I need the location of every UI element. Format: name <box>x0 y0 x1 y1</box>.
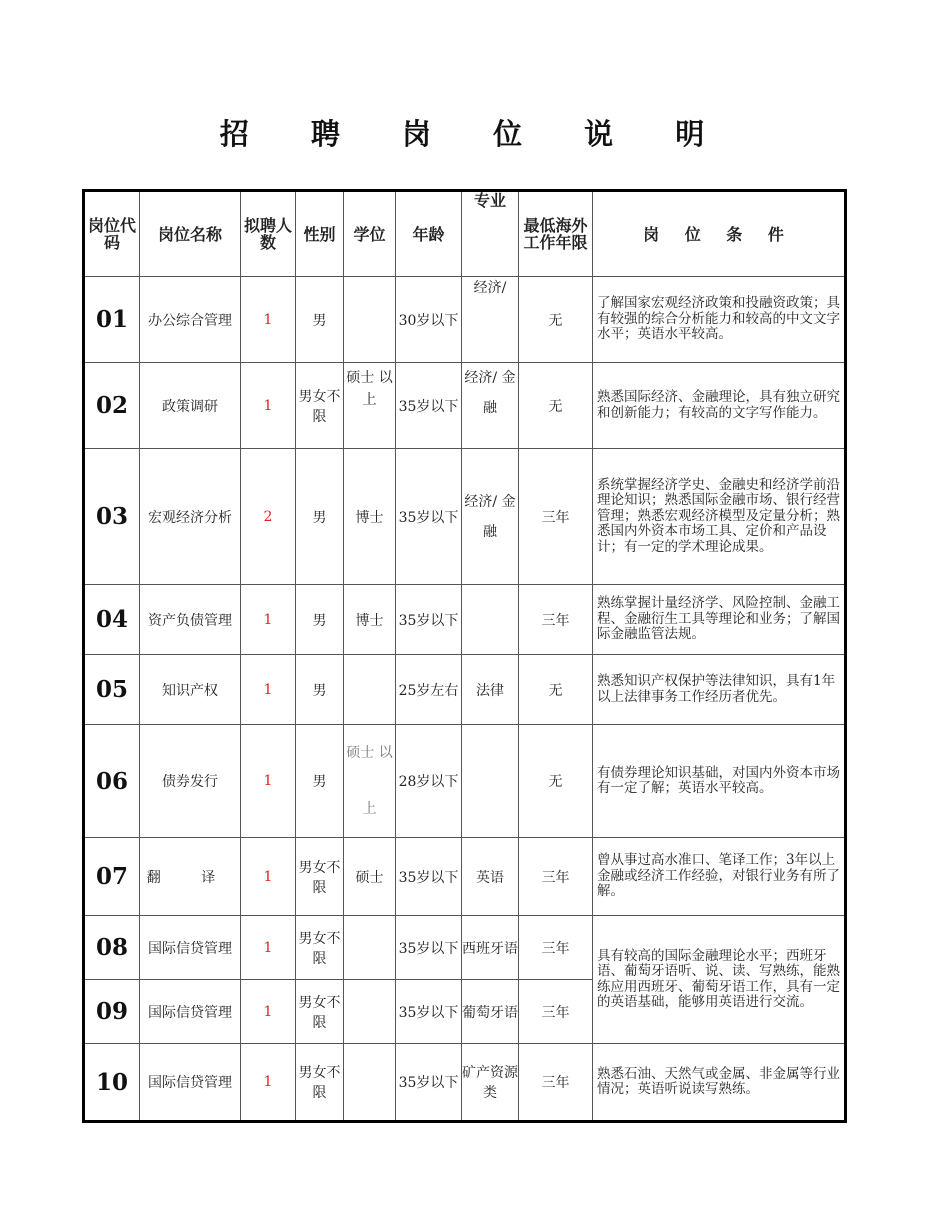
row-requirements: 曾从事过高水准口、笔译工作；3年以上金融或经济工作经验，对银行业务有所了解。 <box>593 838 846 916</box>
row-requirements: 系统掌握经济学史、金融史和经济学前沿理论知识；熟悉国际金融市场、银行经营管理；熟悉宏观经济模型及定量分析；熟悉国内外资本市场工具、定价和产品设计；有一定的学术理论成果。 <box>593 449 846 585</box>
row-degree: 博士 <box>344 585 396 655</box>
row-age: 35岁以下 <box>396 585 462 655</box>
row-gender: 男 <box>296 585 344 655</box>
row-name: 国际信贷管理 <box>140 916 241 980</box>
header-gender: 性别 <box>296 191 344 277</box>
row-name: 办公综合管理 <box>140 277 241 363</box>
row-age: 25岁左右 <box>396 655 462 725</box>
row-age: 35岁以下 <box>396 916 462 980</box>
row-gender: 男 <box>296 655 344 725</box>
row-code: 08 <box>84 916 140 980</box>
row-requirements: 熟悉知识产权保护等法律知识，具有1年以上法律事务工作经历者优先。 <box>593 655 846 725</box>
row-name: 政策调研 <box>140 363 241 449</box>
row-count: 1 <box>241 980 296 1044</box>
row-count: 2 <box>241 449 296 585</box>
row-requirements: 熟练掌握计量经济学、风险控制、金融工程、金融衍生工具等理论和业务；了解国际金融监管法规。 <box>593 585 846 655</box>
table-row <box>84 363 846 449</box>
row-major: 西班牙语 <box>462 916 519 980</box>
row-code: 03 <box>84 449 140 585</box>
row-age: 35岁以下 <box>396 1044 462 1122</box>
row-overseas: 三年 <box>519 838 593 916</box>
header-row <box>84 191 846 277</box>
row-degree <box>344 916 396 980</box>
row-name: 国际信贷管理 <box>140 980 241 1044</box>
row-count: 1 <box>241 725 296 838</box>
row-code: 06 <box>84 725 140 838</box>
row-count: 1 <box>241 277 296 363</box>
row-overseas: 三年 <box>519 980 593 1044</box>
row-age: 35岁以下 <box>396 449 462 585</box>
row-gender: 男女不限 <box>296 1044 344 1122</box>
row-gender: 男女不限 <box>296 916 344 980</box>
row-requirements: 熟悉国际经济、金融理论，具有独立研究和创新能力；有较高的文字写作能力。 <box>593 363 846 449</box>
row-overseas: 三年 <box>519 916 593 980</box>
row-gender: 男 <box>296 725 344 838</box>
table-row <box>84 838 846 916</box>
row-major: 经济/ 金融 <box>462 363 519 449</box>
row-degree: 硕士 以上 <box>344 725 396 838</box>
row-name: 宏观经济分析 <box>140 449 241 585</box>
row-name: 资产负债管理 <box>140 585 241 655</box>
header-overseas: 最低海外工作年限 <box>519 191 593 277</box>
row-overseas: 无 <box>519 363 593 449</box>
row-gender: 男 <box>296 449 344 585</box>
row-name: 国际信贷管理 <box>140 1044 241 1122</box>
row-requirements: 熟悉石油、天然气或金属、非金属等行业情况；英语听说读写熟练。 <box>593 1044 846 1122</box>
row-gender: 男女不限 <box>296 363 344 449</box>
header-requirements: 岗 位 条 件 <box>593 191 846 277</box>
row-degree <box>344 655 396 725</box>
row-gender: 男女不限 <box>296 980 344 1044</box>
header-degree: 学位 <box>344 191 396 277</box>
row-code: 02 <box>84 363 140 449</box>
row-code: 10 <box>84 1044 140 1122</box>
table-row <box>84 916 846 980</box>
row-count: 1 <box>241 1044 296 1122</box>
row-count: 1 <box>241 655 296 725</box>
table-row <box>84 277 846 363</box>
row-degree: 博士 <box>344 449 396 585</box>
row-name: 债券发行 <box>140 725 241 838</box>
row-count: 1 <box>241 585 296 655</box>
row-age: 35岁以下 <box>396 838 462 916</box>
row-code: 01 <box>84 277 140 363</box>
table-row <box>84 725 846 838</box>
row-code: 09 <box>84 980 140 1044</box>
row-overseas: 三年 <box>519 1044 593 1122</box>
row-requirements: 具有较高的国际金融理论水平；西班牙语、葡萄牙语听、说、读、写熟练，能熟练应用西班牙、葡萄牙语工作，具有一定的英语基础，能够用英语进行交流。 <box>593 916 846 1044</box>
job-table <box>82 189 847 1123</box>
row-degree: 硕士 以上 <box>344 363 396 449</box>
row-major: 经济/ <box>462 277 519 363</box>
row-age: 35岁以下 <box>396 363 462 449</box>
row-gender: 男 <box>296 277 344 363</box>
row-age: 35岁以下 <box>396 980 462 1044</box>
row-degree <box>344 277 396 363</box>
row-major <box>462 585 519 655</box>
table-row <box>84 1044 846 1122</box>
row-age: 30岁以下 <box>396 277 462 363</box>
header-name: 岗位名称 <box>140 191 241 277</box>
row-major: 经济/ 金融 <box>462 449 519 585</box>
row-overseas: 无 <box>519 655 593 725</box>
row-major: 法律 <box>462 655 519 725</box>
header-major: 专业 <box>462 191 519 277</box>
row-name: 知识产权 <box>140 655 241 725</box>
header-code: 岗位代码 <box>84 191 140 277</box>
row-degree <box>344 980 396 1044</box>
page-title: 招 聘 岗 位 说 明 <box>219 117 731 151</box>
row-code: 05 <box>84 655 140 725</box>
row-major: 英语 <box>462 838 519 916</box>
row-count: 1 <box>241 916 296 980</box>
row-requirements: 了解国家宏观经济政策和投融资政策；具有较强的综合分析能力和较高的中文文字水平；英语水平较高。 <box>593 277 846 363</box>
row-count: 1 <box>241 838 296 916</box>
row-name: 翻 译 <box>140 838 241 916</box>
table-row <box>84 449 846 585</box>
table-row <box>84 655 846 725</box>
row-overseas: 无 <box>519 725 593 838</box>
row-overseas: 无 <box>519 277 593 363</box>
row-degree <box>344 1044 396 1122</box>
header-age: 年龄 <box>396 191 462 277</box>
row-requirements: 有债券理论知识基础，对国内外资本市场有一定了解；英语水平较高。 <box>593 725 846 838</box>
row-overseas: 三年 <box>519 585 593 655</box>
header-count: 拟聘人数 <box>241 191 296 277</box>
row-degree: 硕士 <box>344 838 396 916</box>
row-major: 葡萄牙语 <box>462 980 519 1044</box>
row-age: 28岁以下 <box>396 725 462 838</box>
row-overseas: 三年 <box>519 449 593 585</box>
row-code: 07 <box>84 838 140 916</box>
row-count: 1 <box>241 363 296 449</box>
table-row <box>84 585 846 655</box>
row-major: 矿产资源类 <box>462 1044 519 1122</box>
row-major <box>462 725 519 838</box>
row-code: 04 <box>84 585 140 655</box>
row-gender: 男女不限 <box>296 838 344 916</box>
